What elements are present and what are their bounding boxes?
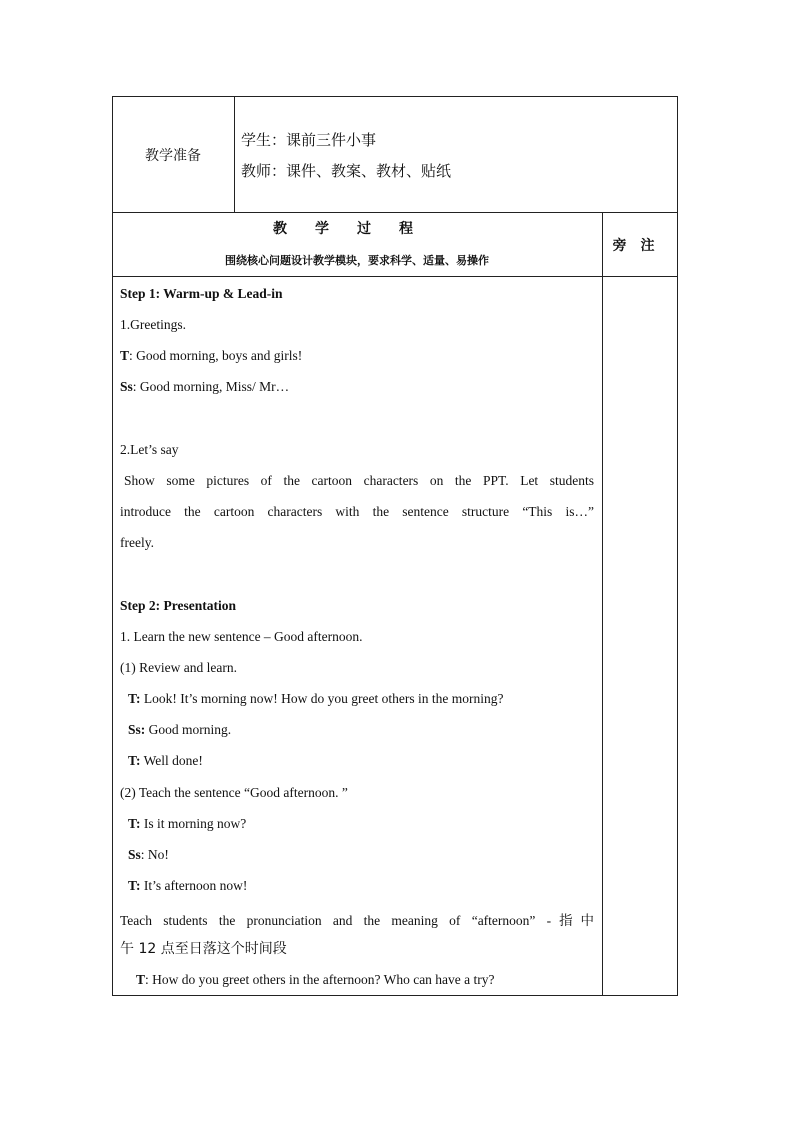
dialogue-line	[128, 722, 602, 738]
step1-heading: Step 1: Warm-up & Lead-in	[120, 286, 283, 301]
side-note-header: 旁注	[612, 237, 669, 254]
process-title: 教学过程	[273, 221, 441, 237]
dialogue-line	[136, 972, 610, 988]
review-item: (1) Review and learn.	[120, 660, 237, 675]
prep-teacher: 教师：课件、教案、教材、贴纸	[241, 162, 452, 180]
dialogue-line	[128, 847, 602, 863]
paragraph-line: 午 12 点至日落这个时间段	[120, 941, 287, 957]
utterance: It’s afternoon now!	[140, 878, 248, 893]
paragraph-line: introduce the cartoon characters with the sentence structure “This is…”	[120, 504, 594, 519]
lets-say-item: 2.Let’s say	[120, 442, 179, 457]
speaker: T	[136, 972, 146, 987]
utterance: : No!	[140, 847, 169, 862]
process-subtitle: 围绕核心问题设计教学模块，要求科学、适量、易操作	[225, 254, 489, 267]
speaker: T:	[128, 753, 141, 768]
utterance: Look! It’s morning now! How do you greet others in the morning?	[140, 691, 504, 706]
prep-student: 学生：课前三件小事	[241, 131, 377, 149]
utterance: Is it morning now?	[140, 816, 247, 831]
speaker: T:	[128, 691, 141, 706]
paragraph-line: Show some pictures of the cartoon characters on the PPT. Let students	[124, 473, 594, 488]
dialogue-line	[120, 379, 594, 395]
utterance: Well done!	[140, 753, 203, 768]
paragraph-line: Teach students the pronunciation and the meaning of “afternoon” -指中	[120, 913, 594, 928]
speaker: T	[120, 348, 130, 363]
side-column-divider	[602, 212, 603, 996]
utterance: : Good morning, Miss/ Mr…	[132, 379, 290, 394]
teach-item: (2) Teach the sentence “Good afternoon. ”	[120, 785, 348, 800]
speaker: Ss	[128, 847, 141, 862]
utterance: Good morning.	[145, 722, 232, 737]
dialogue-line	[128, 753, 602, 769]
speaker: T:	[128, 816, 141, 831]
dialogue-line	[120, 348, 594, 364]
learn-item: 1. Learn the new sentence – Good afternoon.	[120, 629, 363, 644]
greetings-item: 1.Greetings.	[120, 317, 186, 332]
utterance: : Good morning, boys and girls!	[129, 348, 303, 363]
utterance: : How do you greet others in the afternoon? Who can have a try?	[145, 972, 495, 987]
speaker: T:	[128, 878, 141, 893]
dialogue-line	[128, 691, 602, 707]
prep-divider	[234, 96, 235, 213]
paragraph-line: freely.	[120, 535, 154, 550]
row-divider-2	[112, 276, 678, 277]
speaker: Ss:	[128, 722, 146, 737]
speaker: Ss	[120, 379, 133, 394]
prep-label: 教学准备	[145, 147, 201, 164]
step2-heading: Step 2: Presentation	[120, 598, 236, 613]
dialogue-line	[128, 816, 602, 832]
dialogue-line	[128, 878, 602, 894]
